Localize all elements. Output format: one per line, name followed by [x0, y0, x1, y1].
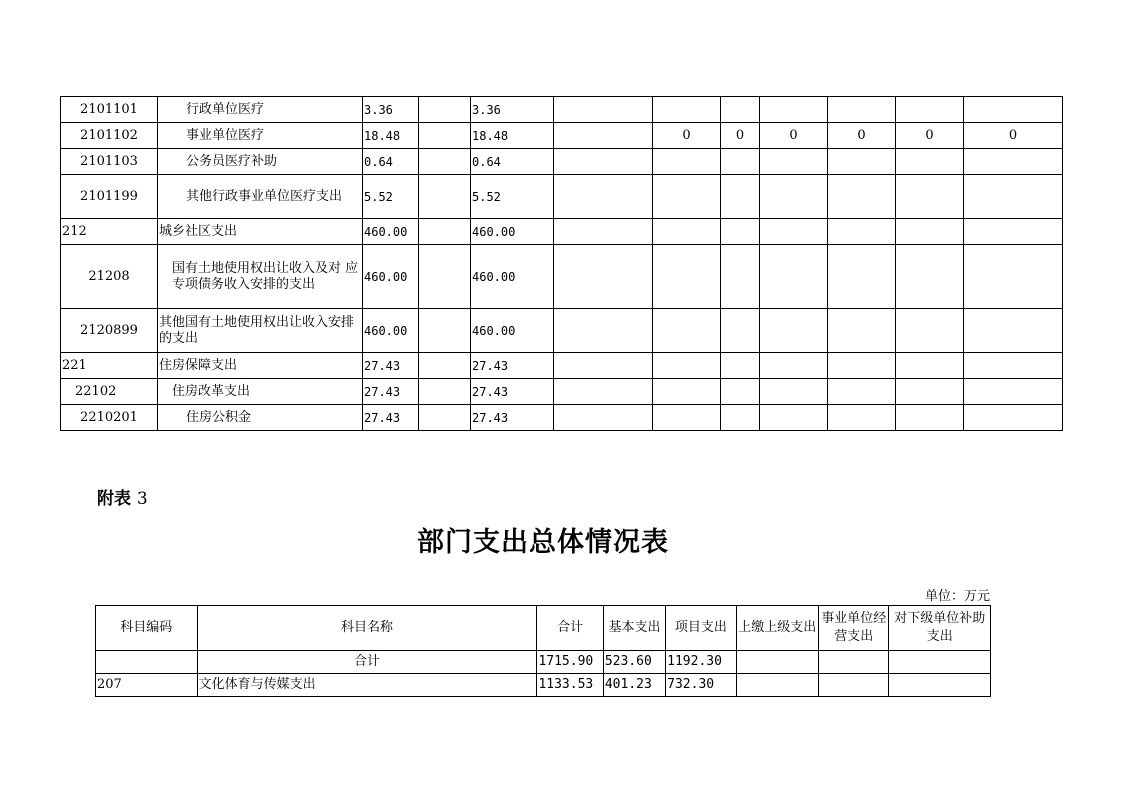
upper-payment-cell — [736, 674, 818, 697]
table-row — [96, 651, 991, 674]
cell — [964, 219, 1063, 245]
subsidy-cell — [889, 651, 991, 674]
total-cell: 27.43 — [363, 405, 419, 431]
cell: 27.43 — [471, 379, 554, 405]
cell: 5.52 — [471, 175, 554, 219]
cell — [964, 97, 1063, 123]
table-row — [96, 674, 991, 697]
cell — [419, 97, 471, 123]
table-row — [61, 149, 1063, 175]
column-header: 基本支出 — [603, 606, 665, 651]
subject-name: 其他行政事业单位医疗支出 — [158, 175, 363, 219]
cell — [554, 149, 653, 175]
cell — [419, 149, 471, 175]
total-cell: 460.00 — [363, 245, 419, 309]
subject-code: 2101101 — [61, 97, 158, 123]
cell — [760, 309, 828, 353]
total-cell: 27.43 — [363, 379, 419, 405]
cell — [760, 245, 828, 309]
cell — [653, 245, 721, 309]
total-cell: 1133.53 — [537, 674, 603, 697]
cell — [828, 175, 896, 219]
cell — [828, 97, 896, 123]
cell: 18.48 — [471, 123, 554, 149]
cell — [828, 353, 896, 379]
cell — [896, 353, 964, 379]
table-row — [61, 353, 1063, 379]
cell — [964, 353, 1063, 379]
cell — [721, 379, 760, 405]
cell — [419, 405, 471, 431]
table-row — [61, 309, 1063, 353]
cell — [419, 245, 471, 309]
cell — [419, 353, 471, 379]
cell — [760, 149, 828, 175]
cell — [653, 97, 721, 123]
cell — [828, 245, 896, 309]
cell — [896, 175, 964, 219]
cell — [721, 405, 760, 431]
cell: 3.36 — [471, 97, 554, 123]
cell — [896, 379, 964, 405]
cell — [896, 149, 964, 175]
column-header: 科目编码 — [96, 606, 198, 651]
cell — [760, 219, 828, 245]
cell: 0 — [828, 123, 896, 149]
cell: 0 — [721, 123, 760, 149]
total-cell: 3.36 — [363, 97, 419, 123]
subject-name: 行政单位医疗 — [158, 97, 363, 123]
cell: 27.43 — [471, 353, 554, 379]
cell — [653, 175, 721, 219]
subject-code: 22102 — [61, 379, 158, 405]
cell — [653, 309, 721, 353]
cell — [721, 245, 760, 309]
subject-name: 住房公积金 — [158, 405, 363, 431]
cell — [554, 405, 653, 431]
business-expense-cell — [819, 674, 889, 697]
cell — [828, 309, 896, 353]
subject-code: 2120899 — [61, 309, 158, 353]
cell — [419, 379, 471, 405]
subject-code: 21208 — [61, 245, 158, 309]
total-cell: 460.00 — [363, 219, 419, 245]
subject-code: 221 — [61, 353, 158, 379]
cell — [760, 175, 828, 219]
table-row — [61, 405, 1063, 431]
total-cell: 460.00 — [363, 309, 419, 353]
cell — [554, 219, 653, 245]
subject-name: 合计 — [197, 651, 537, 674]
cell — [760, 405, 828, 431]
column-header: 合计 — [537, 606, 603, 651]
total-cell: 1715.90 — [537, 651, 603, 674]
attachment-label-text: 附表 — [97, 489, 131, 509]
table-row — [61, 245, 1063, 309]
cell — [554, 245, 653, 309]
cell — [554, 175, 653, 219]
cell — [721, 175, 760, 219]
cell — [760, 353, 828, 379]
cell: 460.00 — [471, 245, 554, 309]
subject-code: 212 — [61, 219, 158, 245]
cell — [554, 309, 653, 353]
subject-name: 事业单位医疗 — [158, 123, 363, 149]
attachment-label — [97, 484, 148, 509]
cell: 0 — [653, 123, 721, 149]
cell — [721, 97, 760, 123]
table-row — [61, 123, 1063, 149]
cell — [828, 405, 896, 431]
subject-name: 文化体育与传媒支出 — [197, 674, 537, 697]
cell — [721, 149, 760, 175]
cell — [653, 219, 721, 245]
cell — [896, 245, 964, 309]
total-cell: 18.48 — [363, 123, 419, 149]
page-title: 部门支出总体情况表 — [417, 527, 669, 558]
table-row — [61, 175, 1063, 219]
subject-name: 国有土地使用权出让收入及对 应专项债务收入安排的支出 — [158, 245, 363, 309]
total-cell: 27.43 — [363, 353, 419, 379]
cell — [554, 353, 653, 379]
column-header: 科目名称 — [197, 606, 537, 651]
total-cell: 5.52 — [363, 175, 419, 219]
cell — [653, 149, 721, 175]
column-header: 项目支出 — [666, 606, 736, 651]
cell: 460.00 — [471, 219, 554, 245]
upper-payment-cell — [736, 651, 818, 674]
column-header: 上缴上级支出 — [736, 606, 818, 651]
subject-code: 2210201 — [61, 405, 158, 431]
cell — [419, 123, 471, 149]
business-expense-cell — [819, 651, 889, 674]
table-row — [61, 97, 1063, 123]
cell: 0 — [964, 123, 1063, 149]
cell — [760, 97, 828, 123]
column-header: 对下级单位补助支出 — [889, 606, 991, 651]
cell — [760, 379, 828, 405]
cell: 0 — [760, 123, 828, 149]
table-header-row — [96, 606, 991, 651]
cell — [964, 405, 1063, 431]
cell — [419, 219, 471, 245]
department-expenditure-table — [95, 605, 991, 697]
cell — [721, 219, 760, 245]
project-expense-cell: 732.30 — [666, 674, 736, 697]
attachment-number: 3 — [136, 489, 148, 509]
cell — [828, 219, 896, 245]
subject-code: 2101102 — [61, 123, 158, 149]
project-expense-cell: 1192.30 — [666, 651, 736, 674]
total-cell: 0.64 — [363, 149, 419, 175]
cell — [419, 309, 471, 353]
cell — [554, 123, 653, 149]
expenditure-detail-table — [60, 96, 1063, 431]
cell — [721, 309, 760, 353]
cell — [896, 219, 964, 245]
cell — [653, 379, 721, 405]
cell — [964, 149, 1063, 175]
cell — [964, 245, 1063, 309]
subject-name: 其他国有土地使用权出让收入安排的支出 — [158, 309, 363, 353]
subject-code: 2101199 — [61, 175, 158, 219]
table-row — [61, 219, 1063, 245]
subject-code — [96, 651, 198, 674]
cell — [896, 405, 964, 431]
subject-name: 公务员医疗补助 — [158, 149, 363, 175]
subject-name: 住房保障支出 — [158, 353, 363, 379]
cell — [653, 405, 721, 431]
subsidy-cell — [889, 674, 991, 697]
column-header: 事业单位经营支出 — [819, 606, 889, 651]
subject-name: 住房改革支出 — [158, 379, 363, 405]
table-row — [61, 379, 1063, 405]
basic-expense-cell: 401.23 — [603, 674, 665, 697]
cell — [419, 175, 471, 219]
subject-name: 城乡社区支出 — [158, 219, 363, 245]
subject-code: 2101103 — [61, 149, 158, 175]
cell — [653, 353, 721, 379]
subject-code: 207 — [96, 674, 198, 697]
basic-expense-cell: 523.60 — [603, 651, 665, 674]
cell — [721, 353, 760, 379]
unit-label: 单位：万元 — [924, 589, 990, 604]
cell: 460.00 — [471, 309, 554, 353]
cell: 0 — [896, 123, 964, 149]
cell — [896, 97, 964, 123]
cell — [828, 149, 896, 175]
cell: 0.64 — [471, 149, 554, 175]
cell — [964, 175, 1063, 219]
cell — [896, 309, 964, 353]
cell — [554, 97, 653, 123]
cell — [964, 379, 1063, 405]
cell — [828, 379, 896, 405]
cell — [554, 379, 653, 405]
cell: 27.43 — [471, 405, 554, 431]
cell — [964, 309, 1063, 353]
